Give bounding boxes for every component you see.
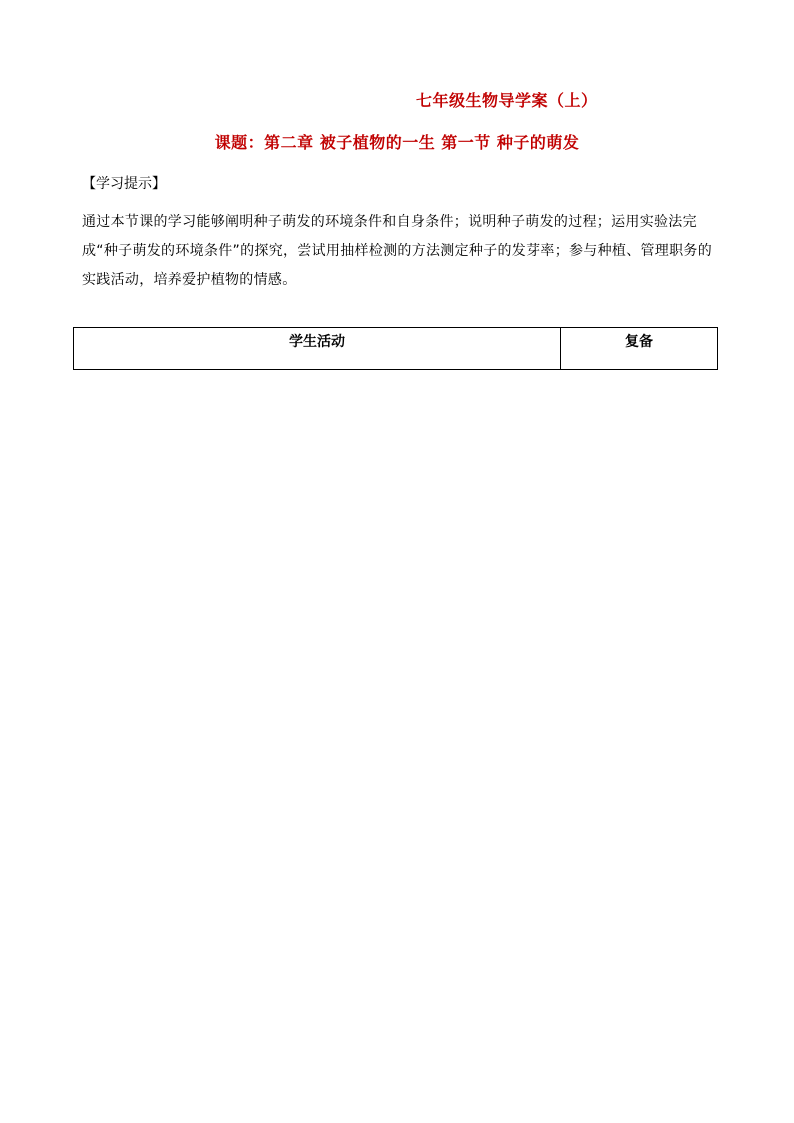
section-heading: 【学习提示】 (82, 176, 166, 192)
learning-tips-paragraph: 通过本节课的学习能够阐明种子萌发的环境条件和自身条件；说明种子萌发的过程；运用实验法完成“种子萌发的环境条件”的探究，尝试用抽样检测的方法测定种子的发芽率；参与种植、管理职务的实践活动，培养爱护植物的情感。 (82, 214, 713, 288)
table-header-row (74, 328, 718, 370)
activity-table (73, 327, 718, 370)
lesson-title: 课题：第二章 被子植物的一生 第一节 种子的萌发 (214, 133, 580, 152)
header-student-activity: 学生活动 (74, 328, 561, 370)
document-title: 七年级生物导学案（上） (416, 91, 598, 110)
header-review: 复备 (561, 328, 718, 370)
